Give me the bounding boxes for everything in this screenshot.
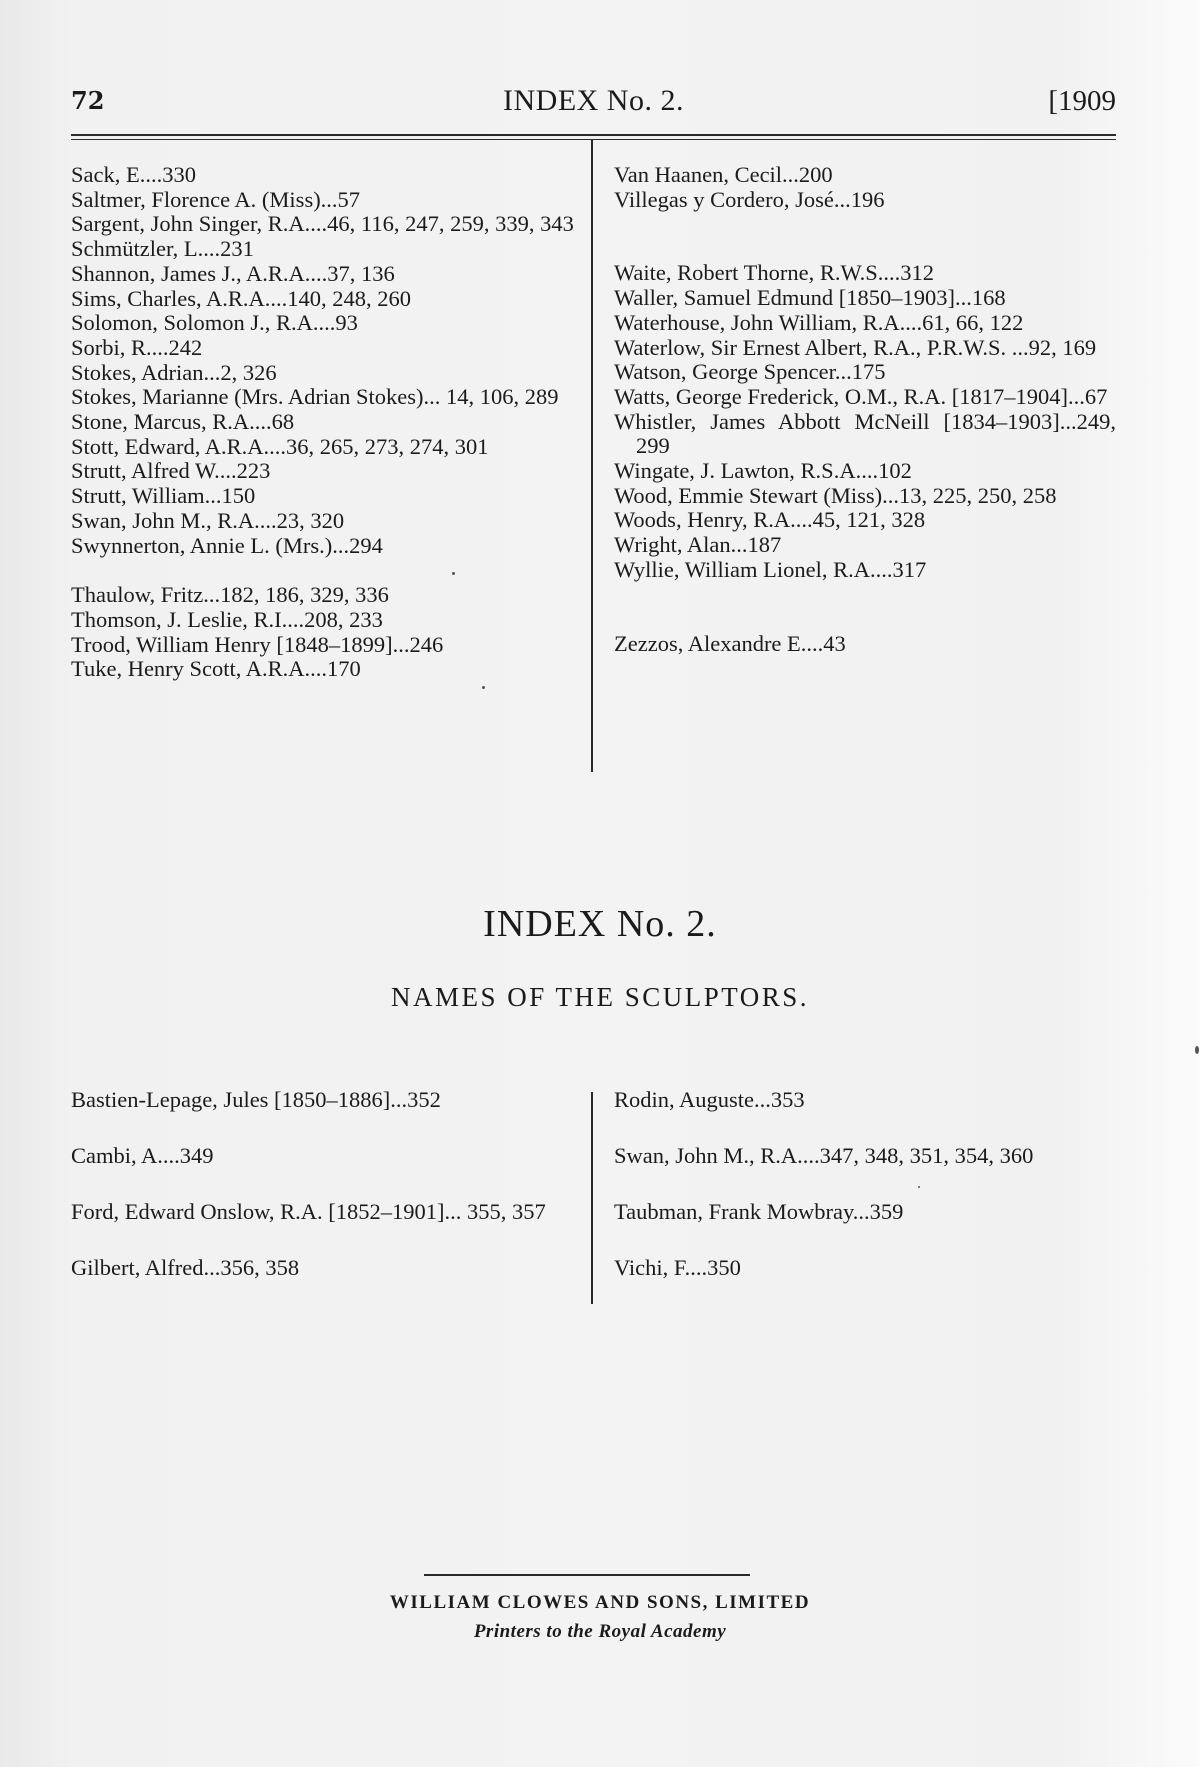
index-entry: Waterhouse, John William, R.A....61, 66, 122	[614, 309, 1024, 335]
index-entry: Swan, John M., R.A....347, 348, 351, 354, 360	[614, 1143, 1034, 1168]
index-entry: Zezzos, Alexandre E....43	[614, 630, 846, 656]
running-year: [1909	[1048, 85, 1116, 117]
index-entry: Solomon, Solomon J., R.A....93	[71, 310, 358, 336]
index-entry: Wright, Alan...187	[614, 532, 782, 558]
index-entry: Waterlow, Sir Ernest Albert, R.A., P.R.W.S. ...92, 169	[614, 334, 1097, 360]
index-entry: Stott, Edward, A.R.A....36, 265, 273, 274, 301	[71, 433, 489, 459]
index-entry: Swan, John M., R.A....23, 320	[71, 507, 345, 533]
letter-gap	[614, 583, 1116, 632]
paper-speck	[452, 572, 455, 575]
index-entry: Sargent, John Singer, R.A....46, 116, 247, 259, 339, 343	[71, 211, 574, 237]
index-entry: Wingate, J. Lawton, R.S.A....102	[614, 458, 912, 484]
index-entry: Vichi, F....350	[614, 1255, 741, 1280]
header-double-rule	[71, 134, 1116, 140]
sculptors-right-column	[614, 1087, 1116, 1311]
page-number: 72	[71, 86, 105, 115]
index-entry: Strutt, William...150	[71, 483, 256, 509]
letter-gap	[71, 558, 577, 583]
index-entry: Taubman, Frank Mowbray...359	[614, 1199, 904, 1224]
letter-gap	[614, 212, 1116, 261]
index-entry: Thomson, J. Leslie, R.I....208, 233	[71, 606, 383, 632]
printer-tagline: Printers to the Royal Academy	[473, 1621, 727, 1642]
index-entry: Rodin, Auguste...353	[614, 1087, 805, 1112]
index-entry: Sims, Charles, A.R.A....140, 248, 260	[71, 285, 412, 311]
index-entry: Cambi, A....349	[71, 1143, 214, 1168]
index-entry: Saltmer, Florence A. (Miss)...57	[71, 186, 361, 212]
index-entry: Sack, E....330	[71, 162, 196, 187]
index-entry: Villegas y Cordero, José...196	[614, 186, 885, 212]
painters-right-column	[614, 163, 1116, 656]
index-entry: Waller, Samuel Edmund [1850–1903]...168	[614, 285, 1006, 311]
index-entry: Sorbi, R....242	[71, 334, 203, 360]
running-header	[71, 84, 1116, 118]
index-entry: Waite, Robert Thorne, R.W.S....312	[614, 260, 935, 286]
index-entry: Tuke, Henry Scott, A.R.A....170	[71, 656, 361, 682]
sculptors-left-column	[71, 1087, 577, 1311]
paper-speck	[918, 1186, 920, 1188]
index-entry: Ford, Edward Onslow, R.A. [1852–1901]... 355, 357	[71, 1199, 546, 1224]
index-entry: Wood, Emmie Stewart (Miss)...13, 225, 250, 258	[614, 482, 1057, 508]
index-entry: Trood, William Henry [1848–1899]...246	[71, 631, 444, 657]
index-entry: Stone, Marcus, R.A....68	[71, 409, 295, 435]
index-entry: Watts, George Frederick, O.M., R.A. [1817–1904]...67	[614, 383, 1108, 409]
index-entry: Woods, Henry, R.A....45, 121, 328	[614, 507, 926, 533]
index-entry: Swynnerton, Annie L. (Mrs.)...294	[71, 532, 383, 558]
section-title: INDEX No. 2.	[483, 903, 717, 945]
paper-speck	[482, 686, 485, 689]
index-entry: Stokes, Marianne (Mrs. Adrian Stokes)... 14, 106, 289	[71, 384, 559, 410]
index-entry: Bastien-Lepage, Jules [1850–1886]...352	[71, 1087, 441, 1112]
footer-rule	[424, 1574, 750, 1576]
column-divider-top	[591, 140, 593, 772]
column-divider-bottom	[591, 1092, 593, 1304]
index-entry: Shannon, James J., A.R.A....37, 136	[71, 260, 395, 286]
index-entry: Stokes, Adrian...2, 326	[71, 359, 277, 385]
index-entry: Van Haanen, Cecil...200	[614, 162, 833, 187]
section-subtitle: NAMES OF THE SCULPTORS.	[390, 982, 810, 1012]
paper-speck	[1195, 1046, 1199, 1054]
index-entry: Wyllie, William Lionel, R.A....317	[614, 556, 927, 582]
running-title: INDEX No. 2.	[503, 84, 684, 117]
index-entry: Thaulow, Fritz...182, 186, 329, 336	[71, 582, 389, 608]
index-entry: Whistler, James Abbott McNeill [1834–1903]...249, 299	[614, 408, 1116, 459]
printer-name: WILLIAM CLOWES AND SONS, LIMITED	[389, 1592, 811, 1613]
painters-left-column	[71, 163, 577, 682]
index-entry: Watson, George Spencer...175	[614, 359, 886, 385]
index-entry: Gilbert, Alfred...356, 358	[71, 1255, 300, 1280]
index-entry: Strutt, Alfred W....223	[71, 458, 271, 484]
index-entry: Schmützler, L....231	[71, 236, 254, 262]
